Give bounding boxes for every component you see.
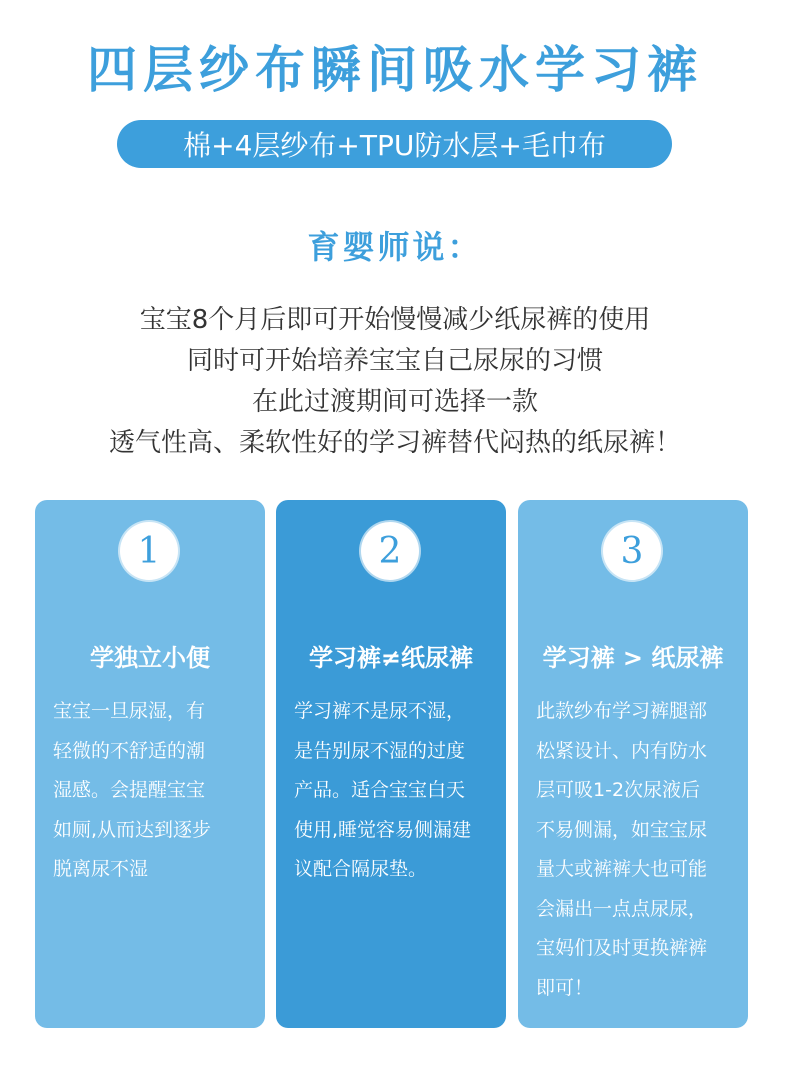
card-line: 宝妈们及时更换裤裤 — [536, 937, 708, 959]
intro-text — [0, 300, 790, 464]
intro-line: 透气性高、柔软性好的学习裤替代闷热的纸尿裤！ — [108, 428, 681, 458]
card-line: 不易侧漏，如宝宝尿 — [536, 818, 708, 841]
card-line: 会漏出一点点尿尿， — [536, 897, 708, 920]
card-number: 2 — [378, 530, 402, 572]
card-line: 宝宝一旦尿湿，有 — [53, 700, 206, 722]
card-number: 3 — [620, 530, 644, 572]
card-title: 学习裤≠纸尿裤 — [308, 644, 474, 672]
feature-card-1 — [35, 500, 265, 1028]
card-line: 脱离尿不湿 — [53, 858, 149, 880]
number-badge — [361, 522, 419, 580]
material-banner — [117, 120, 672, 168]
card-line: 如厕,从而达到逐步 — [53, 818, 212, 841]
number-badge — [120, 522, 178, 580]
intro-line: 在此过渡期间可选择一款 — [251, 387, 538, 417]
card-line: 学习裤不是尿不湿， — [294, 700, 466, 722]
intro-line: 宝宝8个月后即可开始慢慢减少纸尿裤的使用 — [139, 305, 651, 335]
card-body — [536, 692, 736, 1008]
card-body — [294, 692, 494, 890]
card-line: 议配合隔尿垫。 — [294, 858, 428, 880]
feature-card-2 — [276, 500, 506, 1028]
intro-line: 同时可开始培养宝宝自己尿尿的习惯 — [186, 346, 603, 376]
card-line: 量大或裤裤大也可能 — [536, 858, 708, 880]
card-line: 层可吸1-2次尿液后 — [536, 779, 701, 801]
section-heading: 育婴师说： — [307, 228, 483, 266]
card-line: 即可！ — [536, 976, 594, 999]
card-line: 湿感。会提醒宝宝 — [53, 779, 206, 801]
card-number: 1 — [137, 530, 161, 572]
card-title: 学习裤 > 纸尿裤 — [542, 644, 724, 672]
feature-card-3 — [518, 500, 748, 1028]
card-line: 轻微的不舒适的潮 — [53, 739, 206, 762]
card-line: 产品。适合宝宝白天 — [294, 779, 466, 801]
card-line: 此款纱布学习裤腿部 — [536, 700, 708, 722]
number-badge — [603, 522, 661, 580]
card-title: 学独立小便 — [90, 644, 210, 672]
page-title: 四层纱布瞬间吸水学习裤 — [87, 41, 703, 99]
card-line: 松紧设计、内有防水 — [536, 739, 708, 762]
card-line: 是告别尿不湿的过度 — [294, 739, 466, 762]
material-text: 棉+4层纱布+TPU防水层+毛巾布 — [183, 129, 606, 162]
card-body — [53, 692, 253, 890]
card-line: 使用,睡觉容易侧漏建 — [294, 818, 472, 841]
